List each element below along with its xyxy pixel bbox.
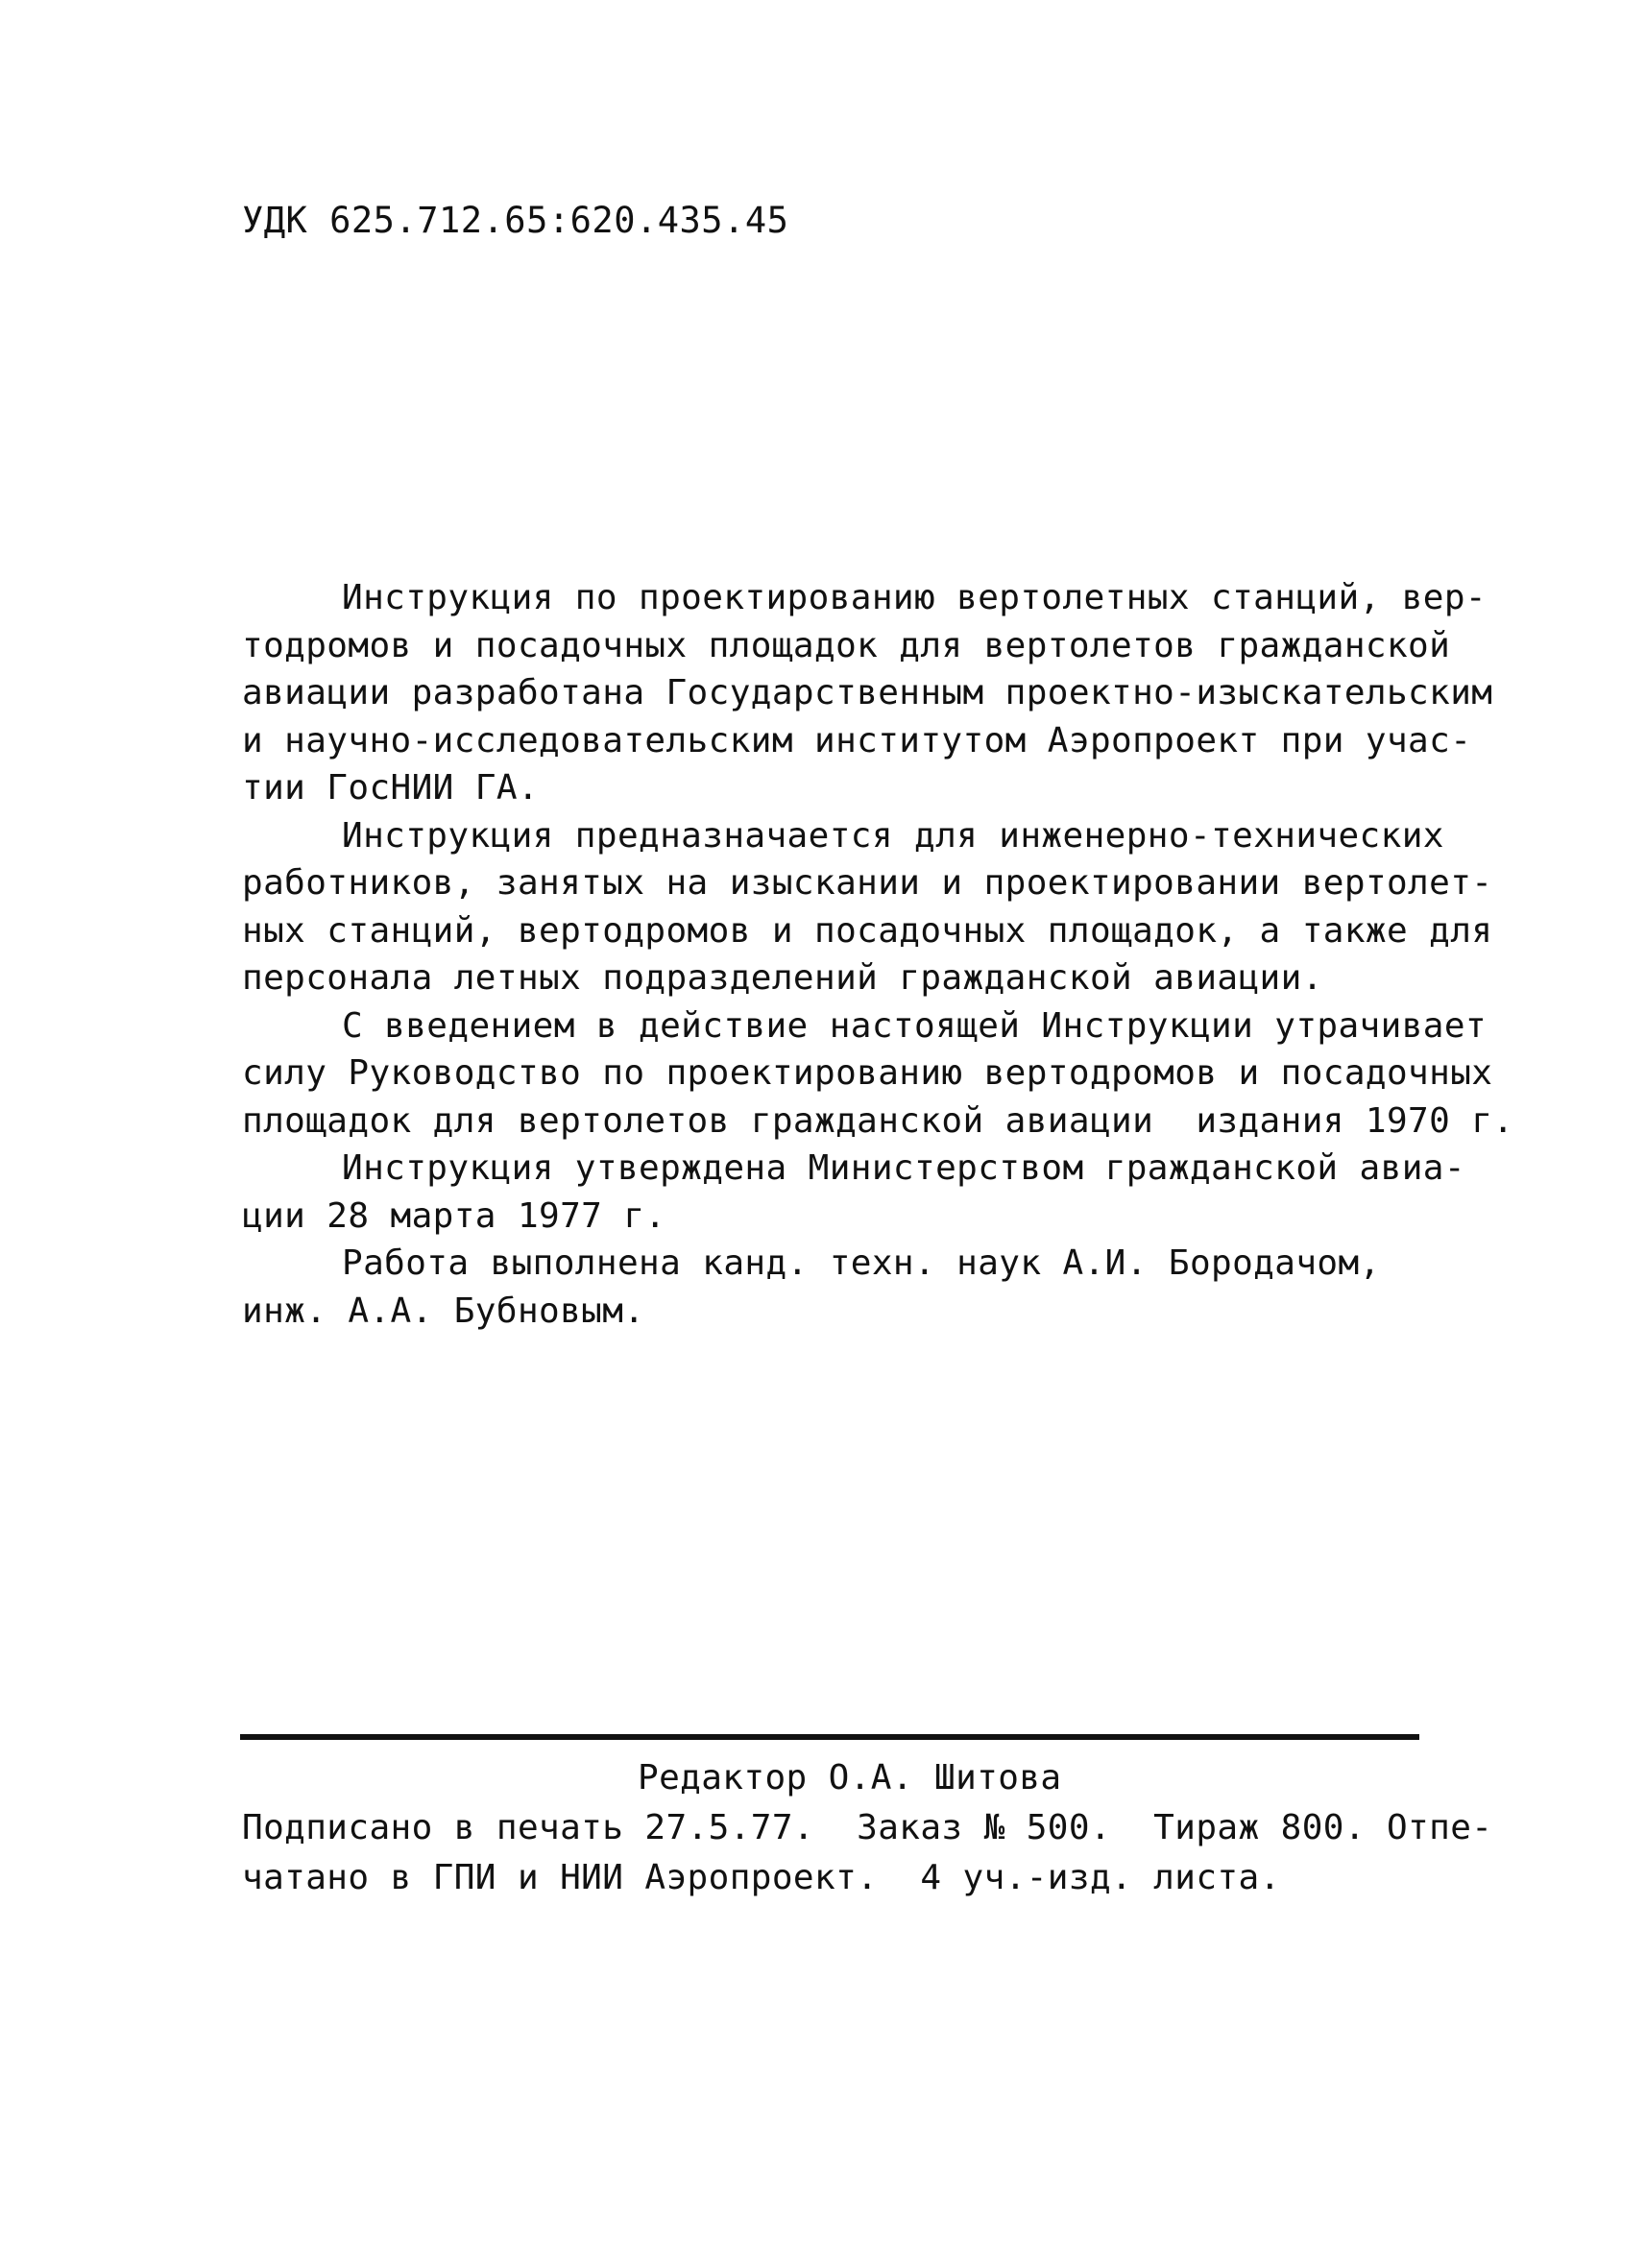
colophon-line-1: Подписано в печать 27.5.77. Заказ № 500. Тираж 800. Отпе- [242,1808,1493,1847]
paragraph-2-line-2: работников, занятых на изыскании и проектировании вертолет- [242,863,1493,903]
paragraph-3-line-1: С введением в действие настоящей Инструкции утрачивает [342,1005,1487,1046]
paragraph-3-line-2: силу Руководство по проектированию вертодромов и посадочных [242,1053,1493,1093]
colophon-line-2: чатано в ГПИ и НИИ Аэропроект. 4 уч.-изд. листа. [242,1858,1281,1897]
editor-line: Редактор О.А. Шитова [638,1758,1062,1798]
paragraph-1-line-5: тии ГосНИИ ГА. [242,768,540,808]
colophon-divider [240,1734,1419,1740]
colophon [242,1753,1493,1903]
paragraph-5-line-2: инж. А.А. Бубновым. [242,1291,645,1331]
paragraph-1-line-3: авиации разработана Государственным проектно-изыскательским [242,673,1493,712]
paragraph-4-line-1: Инструкция утверждена Министерством гражданской авиа- [342,1148,1465,1188]
paragraph-1-line-4: и научно-исследовательским институтом Аэропроект при учас- [242,720,1472,760]
paragraph-3-line-3: площадок для вертолетов гражданской авиации издания 1970 г. [242,1100,1514,1141]
paragraph-1-line-1: Инструкция по проектированию вертолетных станций, вер- [342,578,1487,617]
document-body [242,574,1514,1335]
paragraph-2-line-1: Инструкция предназначается для инженерно-технических [342,815,1444,856]
paragraph-2-line-4: персонала летных подразделений гражданской авиации. [242,958,1323,998]
paragraph-4-line-2: ции 28 марта 1977 г. [242,1195,666,1236]
paragraph-5-line-1: Работа выполнена канд. техн. наук А.И. Бородачом, [342,1243,1381,1283]
paragraph-2-line-3: ных станций, вертодромов и посадочных площадок, а также для [242,910,1493,951]
udk-code: УДК 625.712.65:620.435.45 [242,200,789,241]
paragraph-1-line-2: тодромов и посадочных площадок для вертолетов гражданской [242,625,1451,665]
